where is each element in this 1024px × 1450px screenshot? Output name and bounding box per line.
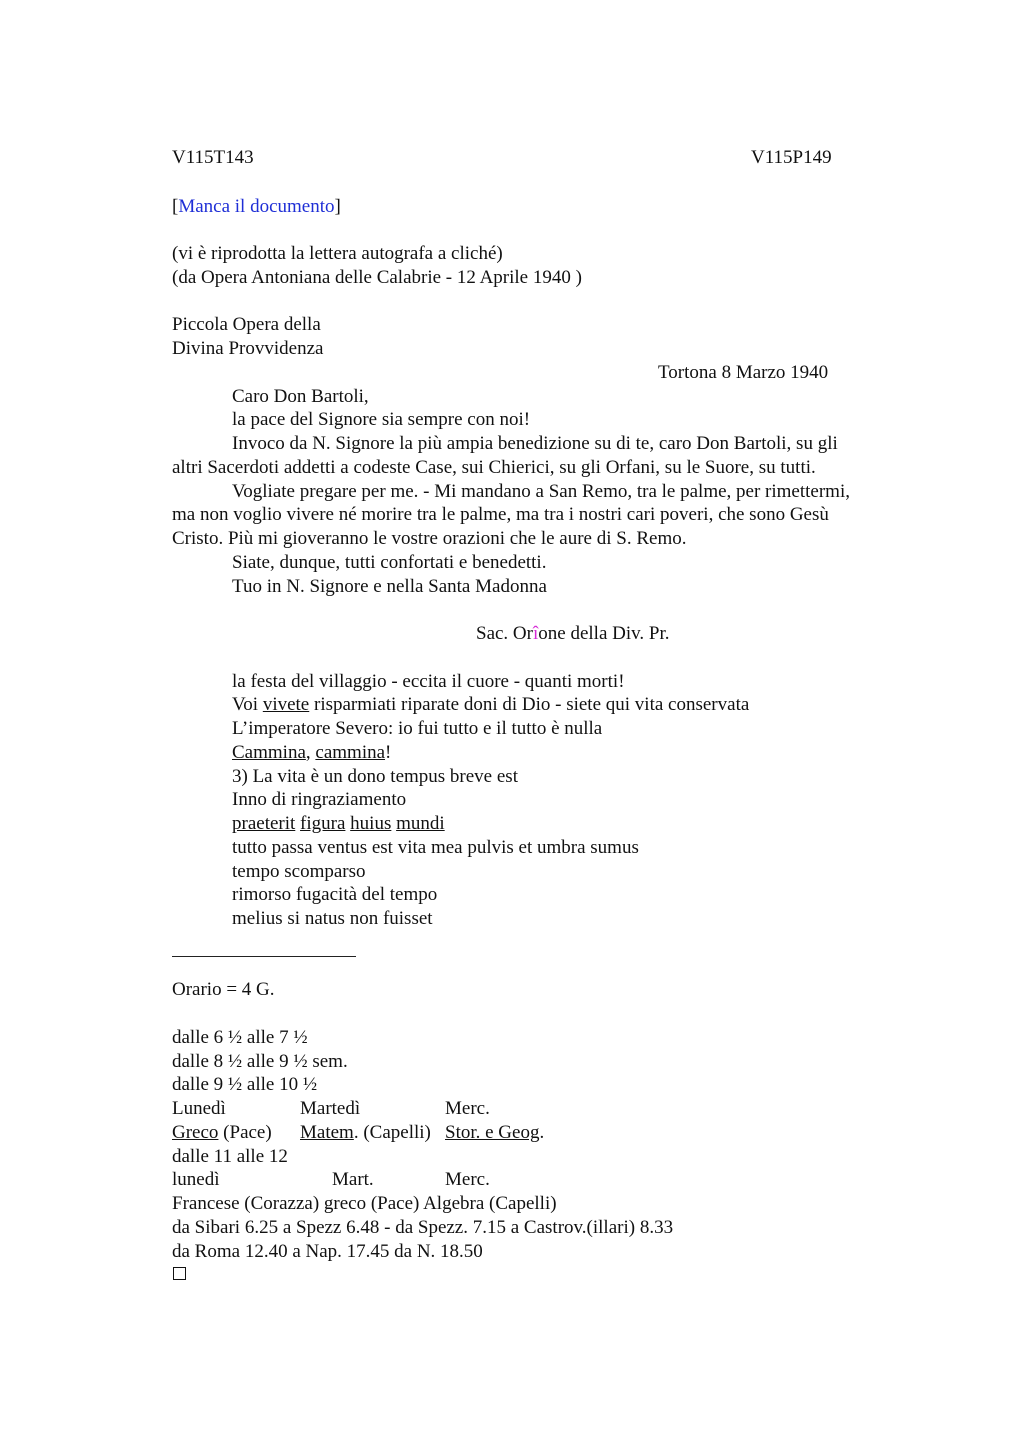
note-line-10: rimorso fugacità del tempo [232,884,438,905]
source-note: (da Opera Antoniana delle Calabrie - 12 Aprile 1940 ) [172,267,582,288]
subject-matem [300,1121,431,1145]
underlined-cammina-1: Cammina [232,742,306,763]
note-line-4 [232,741,391,765]
time-slot-4: dalle 11 alle 12 [172,1146,288,1167]
exclamation: ! [385,742,392,763]
day2-mercoledi: Merc. [445,1169,490,1190]
time-slot-1: dalle 6 ½ alle 7 ½ [172,1027,308,1048]
salutation: Caro Don Bartoli, [232,386,369,407]
paragraph-3: Siate, dunque, tutti confortati e benedetti. [232,552,547,573]
bracket-close: ] [334,196,341,217]
place-date: Tortona 8 Marzo 1940 [658,362,829,383]
bracket-open: [ [172,196,179,217]
greeting: la pace del Signore sia sempre con noi! [232,409,531,430]
subject-greco-teacher: (Pace) [218,1122,272,1143]
signature-part-1: Sac. Or [476,623,533,644]
orario-heading: Orario = 4 G. [172,979,275,1000]
note-line-7 [232,812,445,836]
time-slot-2: dalle 8 ½ alle 9 ½ sem. [172,1051,348,1072]
letterhead-line-1: Piccola Opera della [172,314,321,335]
underlined-huius: huius [350,813,392,834]
left-reference-code: V115T143 [172,147,254,168]
paragraph-2-line-3: Cristo. Più mi gioveranno le vostre orazioni che le aure di S. Remo. [172,528,687,549]
subject-greco [172,1121,272,1145]
day2-martedi: Mart. [332,1169,374,1190]
letterhead-line-2: Divina Provvidenza [172,338,324,359]
missing-document-link[interactable]: Manca il documento [178,196,335,217]
subject-storia [445,1121,544,1145]
note-line-3: L’imperatore Severo: io fui tutto e il tutto è nulla [232,718,603,739]
underlined-mundi: mundi [396,813,445,834]
train-route-1: da Sibari 6.25 a Spezz 6.48 - da Spezz. 7.15 a Castrov.(illari) 8.33 [172,1217,674,1238]
underlined-praeterit: praeterit [232,813,296,834]
note-line-11: melius si natus non fuisset [232,908,433,929]
note-line-8: tutto passa ventus est vita mea pulvis et umbra sumus [232,837,639,858]
day-mercoledi: Merc. [445,1098,490,1119]
note-line-2-start: Voi [232,694,263,715]
day-lunedi: Lunedì [172,1098,226,1119]
subject-storia-name: Stor. e Geog [445,1122,540,1143]
paragraph-2-line-1: Vogliate pregare per me. - Mi mandano a San Remo, tra le palme, per rimettermi, [232,481,850,502]
right-reference-code: V115P149 [751,147,832,168]
day2-lunedi: lunedì [172,1169,220,1190]
comma-separator: , [305,742,316,763]
closing: Tuo in N. Signore e nella Santa Madonna [232,576,547,597]
subject-matem-name: Matem [300,1122,354,1143]
underlined-figura: figura [300,813,346,834]
train-route-2: da Roma 12.40 a Nap. 17.45 da N. 18.50 [172,1241,483,1262]
underlined-vivete: vivete [262,694,310,715]
subjects-row-2: Francese (Corazza) greco (Pace) Algebra (Capelli) [172,1193,557,1214]
underlined-cammina-2: cammina [315,742,386,763]
signature [476,622,669,646]
note-line-5: 3) La vita è un dono tempus breve est [232,766,518,787]
note-line-6: Inno di ringraziamento [232,789,407,810]
signature-part-2: one della Div. Pr. [538,623,670,644]
day-martedi: Martedì [300,1098,361,1119]
paragraph-1-line-2: altri Sacerdoti addetti a codeste Case, sui Chierici, su gli Orfani, su le Suore, su tutti. [172,457,816,478]
time-slot-3: dalle 9 ½ alle 10 ½ [172,1074,318,1095]
note-line-2 [232,693,749,717]
subject-matem-teacher: . (Capelli) [353,1122,431,1143]
reproduction-note: (vi è riprodotta la lettera autografa a cliché) [172,243,503,264]
empty-checkbox-glyph [173,1267,186,1280]
footnote-divider [172,956,356,957]
paragraph-2-line-2: ma non voglio vivere né morire tra le palme, ma tra i nostri cari poveri, che sono Gesù [172,504,829,525]
subject-storia-end: . [539,1122,545,1143]
note-line-9: tempo scomparso [232,861,366,882]
note-line-1: la festa del villaggio - eccita il cuore - quanti morti! [232,671,625,692]
subject-greco-name: Greco [172,1122,219,1143]
missing-document-note [172,195,341,219]
paragraph-1-line-1: Invoco da N. Signore la più ampia benedizione su di te, caro Don Bartoli, su gli [232,433,838,454]
signature-accent-letter: î [532,623,539,644]
note-line-2-end: risparmiati riparate doni di Dio - siete qui vita conservata [309,694,750,715]
